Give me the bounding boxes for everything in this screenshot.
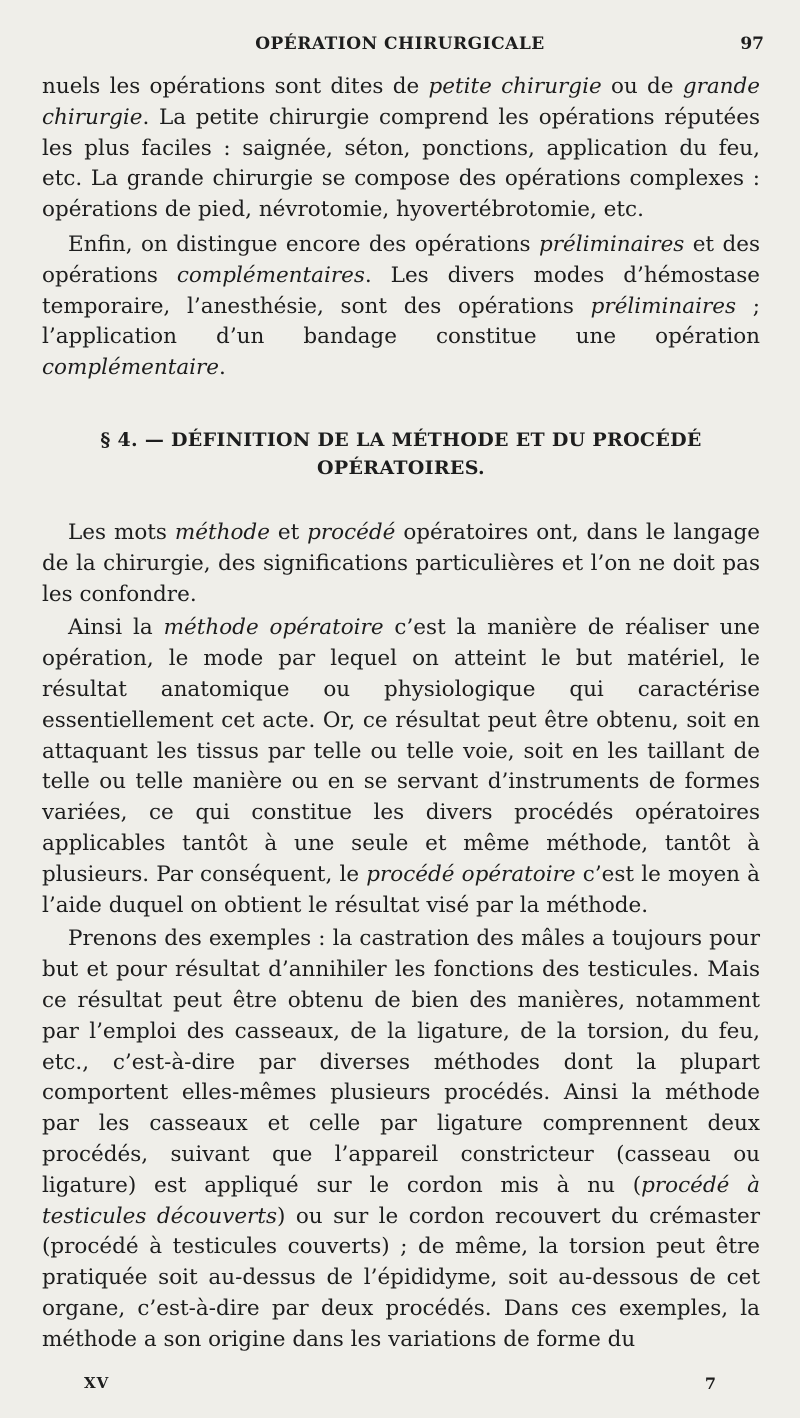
running-head-title: OPÉRATION CHIRURGICALE: [255, 34, 545, 54]
signature-number: 7: [704, 1374, 716, 1393]
italic-term: grande chirurgie: [42, 74, 761, 130]
italic-term: méthode opératoire: [163, 615, 384, 641]
text-run: c’est la manière de réaliser une opération, le mode par lequel on atteint le but matériel, le résultat anatomique ou physiologique qui caractérise essentiellement cet acte. Or, ce résultat peut être obtenu, soit en attaquant les tissus par telle ou telle voie, soit en les taillant de telle ou telle manière ou en se servant d’instruments de formes variées, ce qui constitue les divers procédés opératoires applicables tantôt à une seule et même méthode, tantôt à plusieurs. Par conséquent, le: [42, 615, 760, 887]
text-run: nuels les opérations sont dites de: [42, 74, 429, 99]
running-head: [0, 34, 800, 60]
section-heading-line1: § 4. — DÉFINITION DE LA MÉTHODE ET DU PROCÉDÉ: [100, 428, 702, 451]
paragraph-operative-method: [42, 613, 760, 921]
paragraph-preliminary-operations: [42, 230, 760, 384]
italic-term: préliminaires: [590, 293, 737, 319]
text-run: c’est le moyen à l’aide duquel on obtient le résultat visé par la méthode.: [42, 861, 761, 918]
text-run: ) ou sur le cordon recouvert du crémaster (procédé à testicules couverts) ; de même, la torsion peut être pratiquée soit au-dessus de l’épididyme, soit au-dessous de cet organe, c’est-à-dire par deux procédés. Dans ces exemples, la méthode a son origine dans les variations de forme du: [42, 1203, 760, 1352]
signature-mark: XV: [84, 1374, 110, 1392]
italic-term: complémentaire: [42, 355, 220, 381]
italic-term: méthode: [174, 519, 270, 545]
section-heading-line2: OPÉRATOIRES.: [317, 456, 485, 479]
section-heading: [62, 426, 740, 482]
text-run: et: [269, 519, 308, 545]
italic-term: préliminaires: [538, 231, 685, 257]
text-run: Enfin, on distingue encore des opérations: [68, 231, 539, 257]
paragraph-surgery-classes: [42, 72, 760, 226]
text-run: ; l’application d’un bandage constitue une opération: [42, 293, 761, 350]
text-run: . La petite chirurgie comprend les opérations réputées les plus faciles : saignée, séton, ponctions, application du feu, etc. La grande chirurgie se compose des opérations complexes : opérations de pied, névrotomie, hyovertébrotomie, etc.: [42, 104, 760, 223]
italic-term: procédé opératoire: [366, 861, 576, 887]
text-run: Prenons des exemples : la castration des mâles a toujours pour but et pour résultat d’annihiler les fonctions des testicules. Mais ce résultat peut être obtenu de bien des manières, notamment par l’emploi des casseaux, de la ligature, de la torsion, du feu, etc., c’est-à-dire par diverses méthodes dont la plupart comportent elles-mêmes plusieurs procédés. Ainsi la méthode par les casseaux et celle par ligature comprennent deux procédés, suivant que l’appareil constricteur (casseau ou ligature) est appliqué sur le cordon mis à nu (: [42, 926, 760, 1198]
text-run: Les mots: [68, 519, 175, 545]
page-number: 97: [740, 34, 764, 54]
body-text: [42, 72, 760, 1355]
text-run: ou de: [601, 74, 683, 99]
paragraph-castration-examples: [42, 924, 760, 1355]
page-footer: [0, 1374, 800, 1400]
text-run: .: [219, 355, 226, 381]
text-run: opératoires ont, dans le langage de la chirurgie, des significations particulières et l’on ne doit pas les confondre.: [42, 519, 760, 607]
paragraph-method-definition: [42, 518, 760, 610]
text-run: . Les divers modes d’hémostase temporaire, l’anesthésie, sont des opérations: [42, 262, 761, 319]
italic-term: complémentaires: [176, 262, 365, 288]
text-run: et des opérations: [42, 231, 760, 288]
text-run: Ainsi la: [68, 615, 164, 641]
italic-term: procédé à testicules découverts: [42, 1172, 760, 1229]
italic-term: petite chirurgie: [428, 74, 602, 99]
italic-term: procédé: [307, 519, 396, 545]
